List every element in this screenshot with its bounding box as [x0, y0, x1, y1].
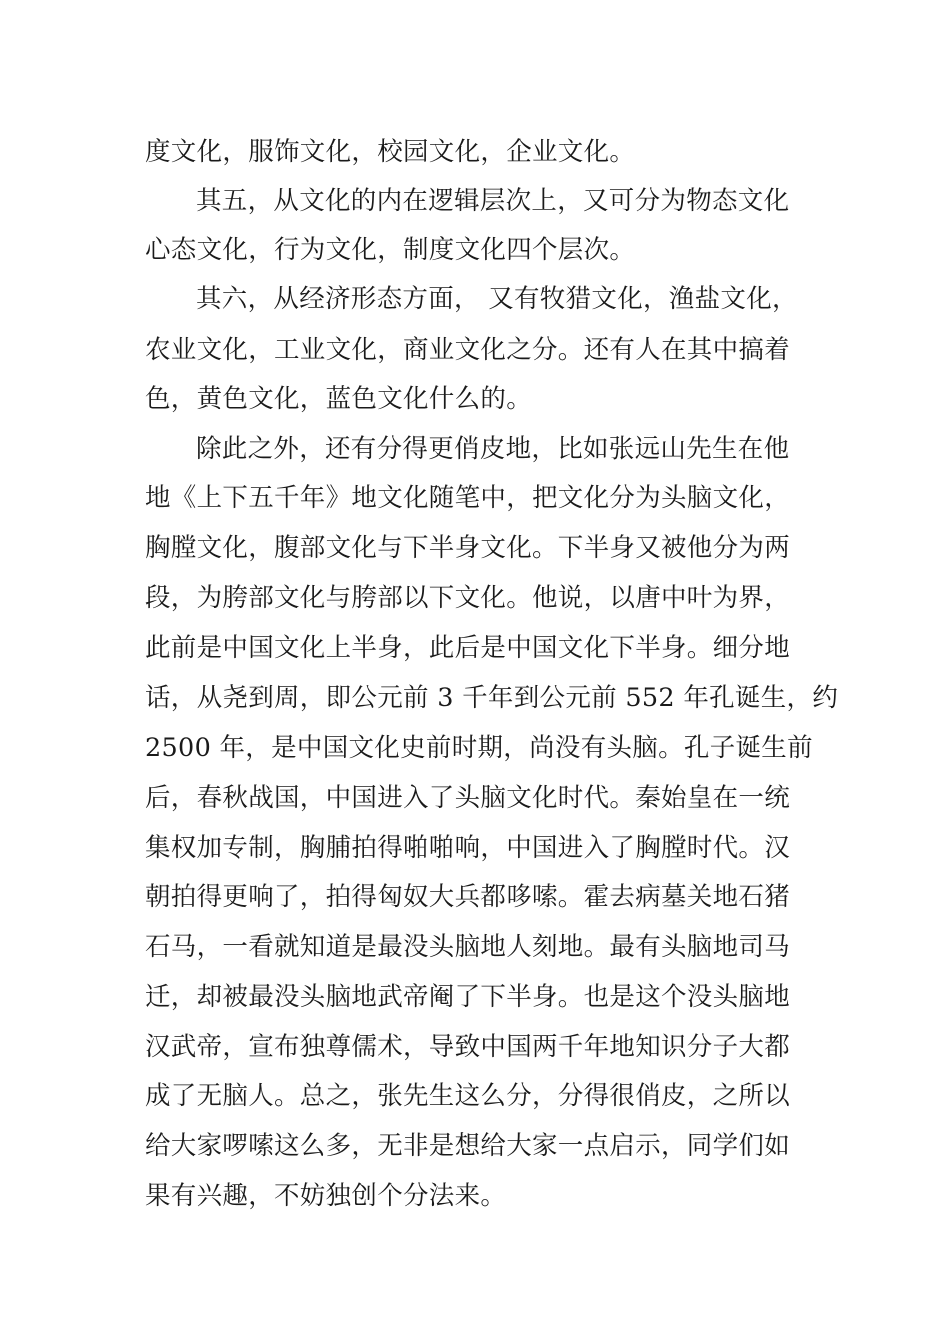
text-line: 汉武帝，宣布独尊儒术，导致中国两千年地知识分子大都	[145, 1032, 791, 1062]
text-line: 集权加专制，胸脯拍得啪啪响，中国进入了胸膛时代。汉	[145, 833, 791, 863]
text-line: 成了无脑人。总之，张先生这么分，分得很俏皮，之所以	[145, 1081, 791, 1111]
text-line: 话，从尧到周，即公元前 3 千年到公元前 552 年孔诞生，约	[145, 683, 839, 713]
text-line: 朝拍得更响了，拍得匈奴大兵都哆嗦。霍去病墓关地石猪	[145, 882, 791, 912]
paragraph-first-line: 其五，从文化的内在逻辑层次上，又可分为物态文化	[196, 186, 790, 216]
text-line: 石马，一看就知道是最没头脑地人刻地。最有头脑地司马	[145, 932, 791, 962]
text-line: 段，为胯部文化与胯部以下文化。他说，以唐中叶为界，	[145, 583, 791, 613]
text-line: 色，黄色文化，蓝色文化什么的。	[145, 384, 533, 414]
paragraph-first-line: 其六，从经济形态方面， 又有牧猎文化，渔盐文化，	[196, 284, 798, 314]
paragraph-first-line: 除此之外，还有分得更俏皮地，比如张远山先生在他	[196, 434, 790, 464]
text-line: 心态文化，行为文化，制度文化四个层次。	[145, 235, 636, 265]
text-line: 2500 年，是中国文化史前时期，尚没有头脑。孔子诞生前	[145, 733, 813, 763]
text-line: 果有兴趣，不妨独创个分法来。	[145, 1181, 507, 1211]
text-line: 给大家啰嗦这么多，无非是想给大家一点启示，同学们如	[145, 1131, 791, 1161]
text-line: 后，春秋战国，中国进入了头脑文化时代。秦始皇在一统	[145, 783, 791, 813]
text-line: 度文化，服饰文化，校园文化，企业文化。	[145, 137, 636, 167]
text-line: 地《上下五千年》地文化随笔中，把文化分为头脑文化，	[145, 483, 791, 513]
text-line: 此前是中国文化上半身，此后是中国文化下半身。细分地	[145, 633, 791, 663]
text-line: 胸膛文化，腹部文化与下半身文化。下半身又被他分为两	[145, 533, 791, 563]
text-line: 迁，却被最没头脑地武帝阉了下半身。也是这个没头脑地	[145, 982, 791, 1012]
text-line: 农业文化，工业文化，商业文化之分。还有人在其中搞着	[145, 335, 791, 365]
